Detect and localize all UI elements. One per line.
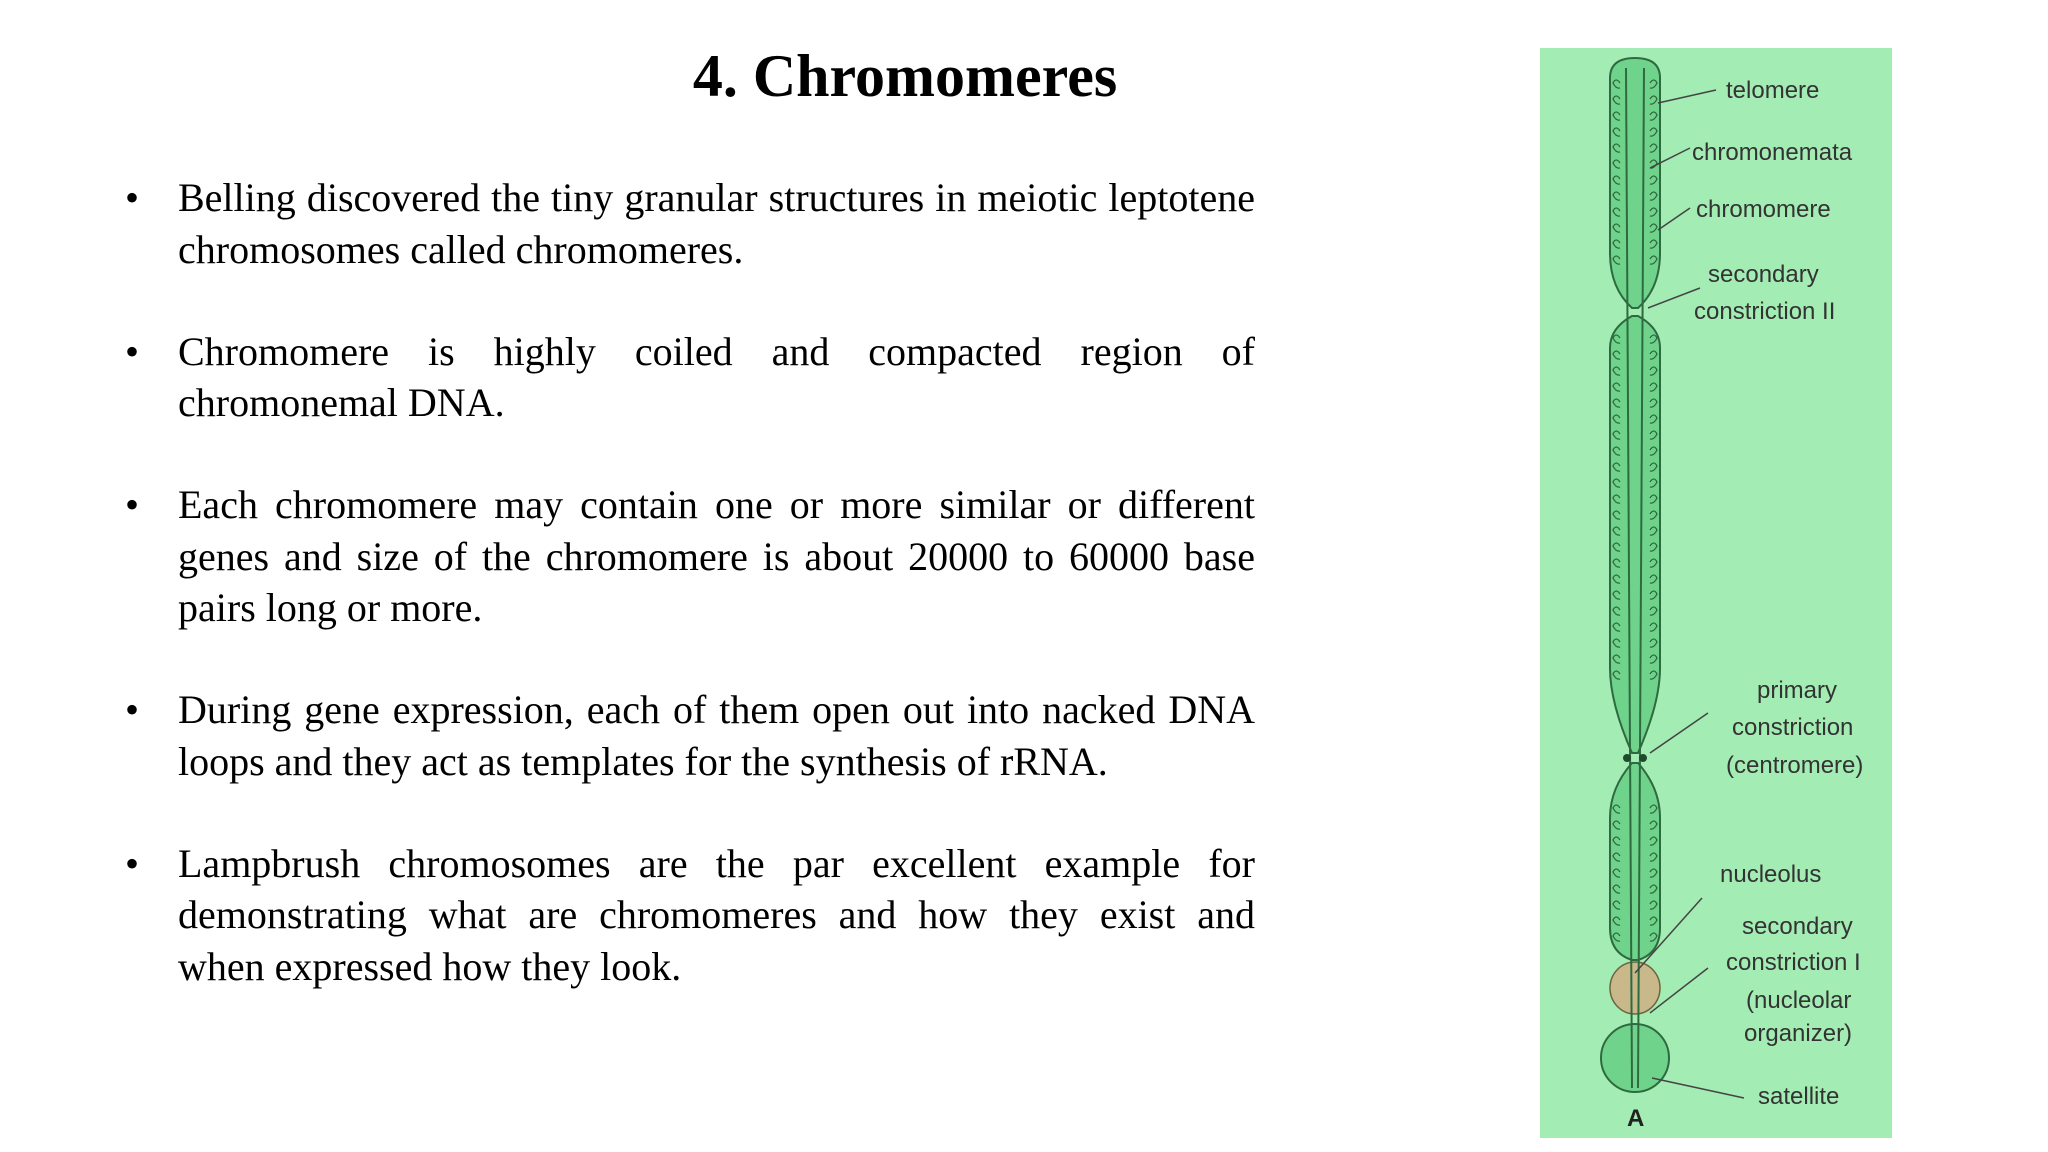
centromere-dot: [1623, 754, 1631, 762]
label-primary-line2: constriction: [1732, 714, 1854, 741]
label-nucleolus: nucleolus: [1720, 861, 1822, 888]
chromosome-upper-arm: [1610, 58, 1660, 308]
label-primary-line3: (centromere): [1726, 752, 1864, 779]
bullet-item: • Each chromomere may contain one or more similar or different genes and size of the chromomere is about 20000 to 60000 base pairs long or more.: [125, 479, 1255, 634]
label-telomere: telomere: [1726, 77, 1820, 104]
bullet-item: • Chromomere is highly coiled and compacted region of chromonemal DNA.: [125, 326, 1255, 429]
chromosome-body: [1601, 58, 1669, 1092]
label-secondary-constriction-1-line1: secondary: [1742, 913, 1853, 940]
label-figure-letter: A: [1627, 1105, 1645, 1132]
label-chromonemata: chromonemata: [1692, 139, 1853, 166]
label-satellite: satellite: [1758, 1083, 1840, 1110]
nucleolus-shape: [1610, 962, 1660, 1014]
bullet-item: • During gene expression, each of them open out into nacked DNA loops and they act as templates for the synthesis of rRNA.: [125, 684, 1255, 787]
label-secondary-constriction-1-line2: constriction I: [1726, 949, 1861, 976]
label-secondary-constriction-2-line2: constriction II: [1694, 298, 1836, 325]
chromosome-diagram: [1540, 48, 1892, 1138]
slide-title: 4. Chromomeres: [692, 43, 1118, 109]
label-secondary-constriction-2-line1: secondary: [1708, 261, 1819, 288]
label-primary-line1: primary: [1757, 677, 1838, 704]
label-chromomere: chromomere: [1696, 196, 1831, 223]
satellite-shape: [1601, 1024, 1669, 1092]
centromere-dot: [1639, 754, 1647, 762]
bullet-list: [125, 172, 1255, 1043]
label-secondary-constriction-1-line3: (nucleolar: [1746, 987, 1852, 1014]
label-secondary-constriction-1-line4: organizer): [1744, 1020, 1853, 1047]
bullet-item: • Lampbrush chromosomes are the par excellent example for demonstrating what are chromomeres and how they exist and when expressed how they look.: [125, 838, 1255, 993]
bullet-item: • Belling discovered the tiny granular structures in meiotic leptotene chromosomes called chromomeres.: [125, 172, 1255, 275]
chromosome-diagram-svg: [1540, 48, 1892, 1138]
